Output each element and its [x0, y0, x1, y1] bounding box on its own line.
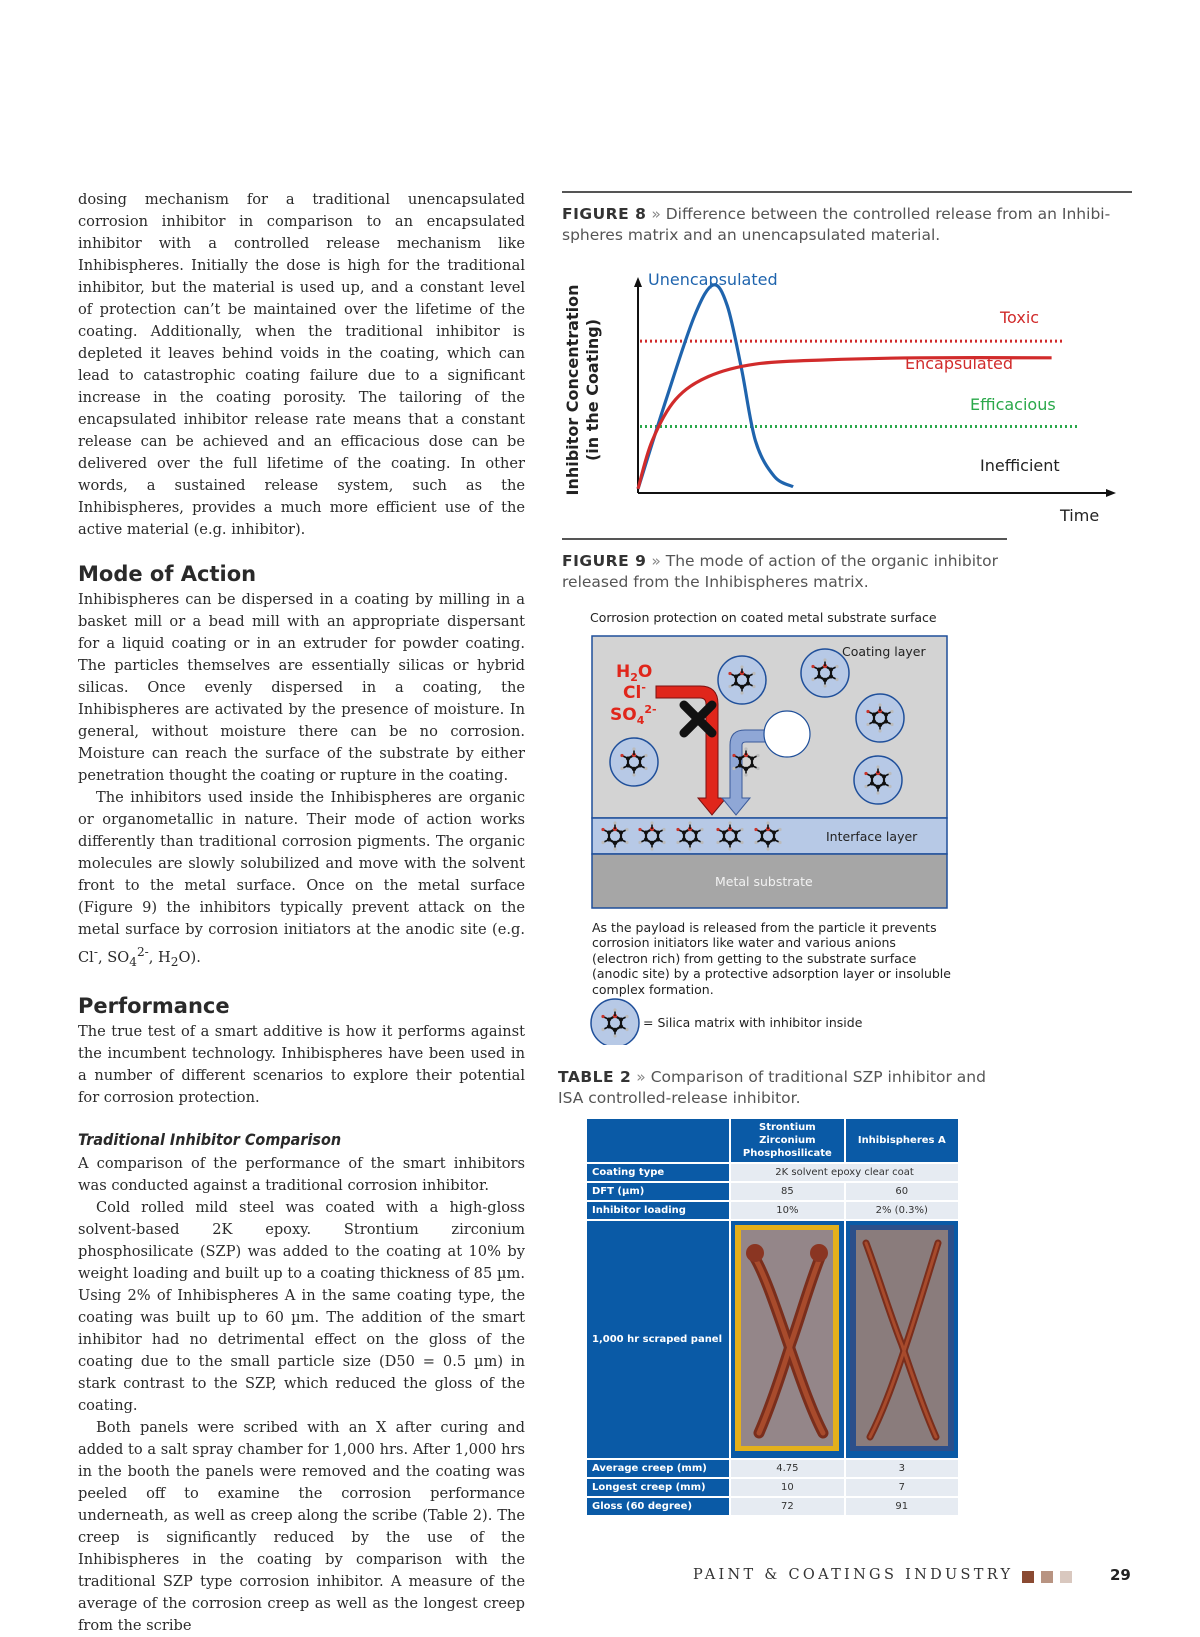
label-toxic: Toxic: [1000, 308, 1040, 327]
so4-superscript: 2-: [136, 945, 149, 959]
figure-9-svg: [590, 605, 990, 1045]
label-encapsulated: Encapsulated: [905, 354, 1014, 373]
cell-gloss-inhibispheres: 91: [846, 1498, 958, 1515]
label-unencapsulated: Unencapsulated: [648, 270, 778, 289]
silica-sphere-icon: [718, 656, 766, 704]
panel-image-inhibispheres: [846, 1221, 958, 1458]
table-row: [587, 1183, 958, 1200]
paragraph-mode-2-text: The inhibitors used inside the Inhibispheres are organic or organometallic in nature. Their mode of action works differently than traditional corrosion pigments. The organic molecules are slowly solubilized and move with the solvent front to the metal surface. Once on the metal surface (Figure 9) the inhibitors typically prevent attack on the metal surface by corrosion initiators at the anodic site (e.g. Cl: [78, 789, 525, 966]
row-label-inhibitor-loading: Inhibitor loading: [587, 1202, 729, 1219]
table-row: [587, 1460, 958, 1477]
table-row: [587, 1202, 958, 1219]
row-label-coating-type: Coating type: [587, 1164, 729, 1181]
row-label-dft: DFT (µm): [587, 1183, 729, 1200]
x-axis-label: Time: [1060, 506, 1100, 525]
page-number: 29: [1110, 1566, 1131, 1584]
cl-superscript: -: [93, 945, 98, 959]
table-row: [587, 1479, 958, 1496]
header-inhibispheres: Inhibispheres A: [846, 1119, 958, 1162]
cell-loading-szp: 10%: [731, 1202, 843, 1219]
figure-8-caption: [562, 204, 1132, 246]
heading-mode-of-action: Mode of Action: [78, 562, 257, 586]
text-fragment: , H: [148, 948, 171, 966]
figure-8-chart: [560, 255, 1120, 535]
figure-8-caption-line2: spheres matrix and an unencapsulated material.: [562, 226, 941, 244]
figure-8-caption-line1: Difference between the controlled release from an Inhibi-: [665, 205, 1111, 223]
cell-avg-creep-szp: 4.75: [731, 1460, 843, 1477]
table-2-caption: [558, 1067, 1018, 1109]
table-header-row: [587, 1119, 958, 1162]
silica-sphere-icon: [610, 738, 658, 786]
figure-9-description-1: As the payload is released from the particle it prevents: [592, 920, 937, 935]
label-efficacious: Efficacious: [970, 395, 1056, 414]
legend-sphere-icon: [591, 999, 639, 1045]
header-empty: [587, 1119, 729, 1162]
figure-9-rule: [562, 538, 1007, 540]
figure-9-description-5: complex formation.: [592, 982, 714, 997]
table-row: [587, 1164, 958, 1181]
sulfate-label: $SO_4^{2-}$: [610, 703, 657, 727]
cell-long-creep-inhibispheres: 7: [846, 1479, 958, 1496]
footer-square-icon: [1022, 1571, 1034, 1583]
h2o-subscript: 2: [170, 954, 179, 969]
h2o-label: $H_2O$: [616, 662, 653, 684]
cell-long-creep-szp: 10: [731, 1479, 843, 1496]
figure-9-description-2: corrosion initiators like water and various anions: [592, 935, 896, 950]
header-szp: Strontium Zirconium Phosphosilicate: [731, 1119, 843, 1162]
table-2-label: TABLE 2: [558, 1068, 632, 1086]
row-label-gloss: Gloss (60 degree): [587, 1498, 729, 1515]
heading-performance: Performance: [78, 993, 230, 1018]
x-axis-arrow-icon: [1106, 489, 1116, 497]
figure-8-label: FIGURE 8: [562, 205, 647, 223]
row-label-scraped-panel: 1,000 hr scraped panel: [587, 1221, 729, 1458]
cell-avg-creep-inhibispheres: 3: [846, 1460, 958, 1477]
heading-traditional-comparison: Traditional Inhibitor Comparison: [78, 1129, 342, 1149]
y-axis-label-1: Inhibitor Concentration: [563, 284, 582, 496]
caption-separator: »: [636, 1068, 646, 1086]
silica-sphere-icon: [854, 756, 902, 804]
label-inefficient: Inefficient: [980, 456, 1060, 475]
paragraph-comparison-3: Both panels were scribed with an X after curing and added to a salt spray chamber for 1,000 hrs. After 1,000 hrs in the booth the panels were removed and the coating was peeled off to examine the corrosion performance underneath, as well as creep along the scribe (Table 2). The creep is significantly reduced by the use of the Inhibispheres in the coating by comparison with the traditional SZP type corrosion inhibitor. A measure of the average of the corrosion creep as well as the longest creep from the scribe: [78, 1418, 525, 1634]
footer-square-icon: [1060, 1571, 1072, 1583]
cell-loading-inhibispheres: 2% (0.3%): [846, 1202, 958, 1219]
empty-particle-icon: [764, 711, 810, 757]
table-2: [585, 1117, 960, 1517]
figure-9-description-3: (electron rich) from getting to the substrate surface: [592, 951, 917, 966]
cell-gloss-szp: 72: [731, 1498, 843, 1515]
table-row: [587, 1221, 958, 1458]
cell-coating-type: 2K solvent epoxy clear coat: [731, 1164, 958, 1181]
row-label-longest-creep: Longest creep (mm): [587, 1479, 729, 1496]
figure-8-rule: [562, 191, 1132, 193]
cell-dft-inhibispheres: 60: [846, 1183, 958, 1200]
chloride-label: Cl-: [623, 681, 646, 703]
figure-9-caption-line2: released from the Inhibispheres matrix.: [562, 573, 869, 591]
figure-9-caption: [562, 551, 1022, 593]
table-2-caption-line2: ISA controlled-release inhibitor.: [558, 1089, 801, 1107]
figure-9-caption-line1: The mode of action of the organic inhibitor: [665, 552, 998, 570]
text-fragment: , SO: [97, 948, 130, 966]
figure-9-diagram: [590, 605, 990, 1050]
y-axis-label-2: (in the Coating): [583, 318, 602, 462]
table-row: [587, 1498, 958, 1515]
paragraph-comparison-1: A comparison of the performance of the smart inhibitors was conducted against a traditional corrosion inhibitor.: [78, 1154, 525, 1194]
paragraph-comparison-2: Cold rolled mild steel was coated with a high-gloss solvent-based 2K epoxy. Strontium zirconium phosphosilicate (SZP) was added to the coating at 10% by weight loading and built up to a coating thickness of 85 µm. Using 2% of Inhibispheres A in the same coating type, the coating was built up to 60 µm. The addition of the smart inhibitor had no detrimental effect on the gloss of the coating due to the small particle size (D50 = 0.5 µm) in stark contrast to the SZP, which reduced the gloss of the coating.: [78, 1198, 525, 1414]
coating-layer-label: Coating layer: [842, 644, 926, 659]
row-label-average-creep: Average creep (mm): [587, 1460, 729, 1477]
szp-panel-photo: [735, 1225, 839, 1451]
interface-layer-label: Interface layer: [826, 829, 918, 844]
left-column: [78, 189, 525, 1637]
figure-9-description-4: (anodic site) by a protective adsorption layer or insoluble: [592, 966, 951, 981]
metal-substrate-label: Metal substrate: [715, 874, 813, 889]
footer-square-icon: [1041, 1571, 1053, 1583]
series-line-unencapsulated: [638, 285, 793, 489]
figure-8-svg: [560, 255, 1120, 535]
cell-dft-szp: 85: [731, 1183, 843, 1200]
caption-separator: »: [651, 552, 661, 570]
caption-separator: »: [651, 205, 661, 223]
silica-sphere-icon: [856, 694, 904, 742]
y-axis-arrow-icon: [634, 277, 642, 287]
paragraph-mode-2: [78, 787, 525, 973]
publication-name: PAINT & COATINGS INDUSTRY: [693, 1567, 1014, 1583]
comparison-table: [585, 1117, 960, 1517]
figure-9-label: FIGURE 9: [562, 552, 647, 570]
panel-image-szp: [731, 1221, 843, 1458]
paragraph-performance: The true test of a smart additive is how it performs against the incumbent technology. Inhibispheres have been used in a number of different scenarios to explore their potential for corrosion protection.: [78, 1022, 525, 1106]
paragraph-mode-1: Inhibispheres can be dispersed in a coating by milling in a basket mill or a bead mill with an appropriate dispersant for a liquid coating or in an extruder for powder coating. The particles themselves are essentially silicas or hybrid silicas. Once evenly dispersed in a coating, the Inhibispheres are activated by the presence of moisture. In general, without moisture there can be no corrosion. Moisture can reach the surface of the substrate by either penetration thought the coating or rupture in the coating.: [78, 591, 525, 784]
legend-text: = Silica matrix with inhibitor inside: [643, 1015, 863, 1030]
so4-subscript: 4: [129, 954, 137, 969]
silica-sphere-icon: [801, 649, 849, 697]
text-fragment: O).: [178, 948, 201, 966]
inhibispheres-panel-photo: [850, 1225, 954, 1451]
table-2-caption-line1: Comparison of traditional SZP inhibitor and: [650, 1068, 986, 1086]
paragraph-intro: dosing mechanism for a traditional unencapsulated corrosion inhibitor in comparison to an encapsulated inhibitor with a controlled release mechanism like Inhibispheres. Initially the dose is high for the traditional inhibitor, but the material is used up, and a constant level of protection can’t be maintained over the lifetime of the coating. Additionally, when the traditional inhibitor is depleted it leaves behind voids in the coating, which can lead to catastrophic coating failure due to a significant increase in the coating porosity. The tailoring of the encapsulated inhibitor release rate means that a constant release can be achieved and an efficacious dose can be delivered over the full lifetime of the coating. In other words, a sustained release system, such as the Inhibispheres, provides a much more efficient use of the active material (e.g. inhibitor).: [78, 191, 525, 538]
figure-9-top-title: Corrosion protection on coated metal substrate surface: [590, 610, 937, 625]
